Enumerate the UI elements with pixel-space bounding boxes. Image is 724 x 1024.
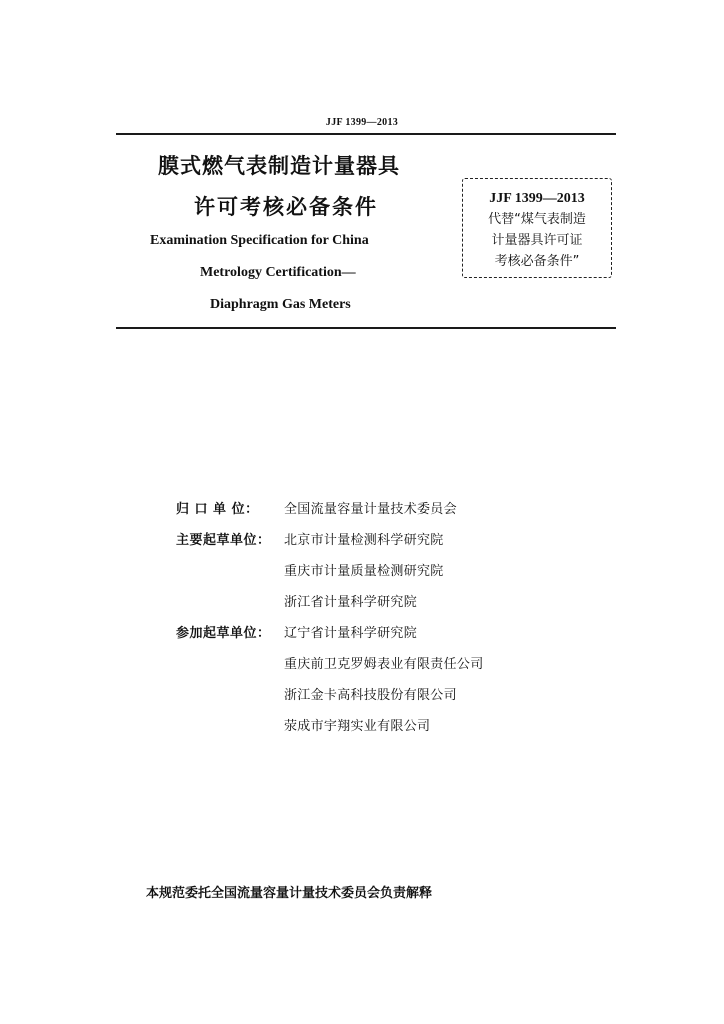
participating-row xyxy=(176,678,484,709)
participating-row xyxy=(176,709,484,740)
title-chinese-line-2: 许可考核必备条件 xyxy=(194,195,378,219)
main-drafting-row xyxy=(176,554,484,585)
main-drafting-unit: 浙江省计量科学研究院 xyxy=(284,595,418,610)
participating-row xyxy=(176,616,484,647)
interpretation-note: 本规范委托全国流量容量计量技术委员会负责解释 xyxy=(146,886,433,901)
participating-label: 参加起草单位： xyxy=(176,626,271,641)
main-drafting-row xyxy=(176,585,484,616)
main-drafting-unit: 北京市计量检测科学研究院 xyxy=(284,533,444,548)
title-chinese-line-1: 膜式燃气表制造计量器具 xyxy=(158,154,400,178)
title-english-line-2: Metrology Certification— xyxy=(200,265,356,280)
participating-unit: 荥成市宇翔实业有限公司 xyxy=(284,719,431,734)
replacement-line-3: 考核必备条件” xyxy=(494,254,580,269)
title-english-line-3: Diaphragm Gas Meters xyxy=(210,297,351,312)
replacement-line-1: 代替“煤气表制造 xyxy=(488,212,586,227)
responsible-unit-value: 全国流量容量计量技术委员会 xyxy=(284,502,457,517)
drafting-units-section xyxy=(176,492,484,740)
participating-unit: 重庆前卫克罗姆表业有限责任公司 xyxy=(284,657,484,672)
participating-unit: 浙江金卡高科技股份有限公司 xyxy=(284,688,457,703)
replacement-code: JJF 1399—2013 xyxy=(489,191,585,206)
participating-unit: 辽宁省计量科学研究院 xyxy=(284,626,418,641)
main-drafting-unit: 重庆市计量质量检测研究院 xyxy=(284,564,444,579)
title-english-line-1: Examination Specification for China xyxy=(150,233,369,248)
main-drafting-label: 主要起草单位： xyxy=(176,533,271,548)
main-drafting-row xyxy=(176,523,484,554)
bottom-rule xyxy=(116,327,616,329)
responsible-unit-row xyxy=(176,492,484,523)
responsible-unit-label: 归 口 单 位： xyxy=(176,502,259,517)
top-rule xyxy=(116,133,616,135)
participating-row xyxy=(176,647,484,678)
document-code-header: JJF 1399—2013 xyxy=(325,117,399,128)
replacement-notice-box xyxy=(462,178,612,278)
replacement-line-2: 计量器具许可证 xyxy=(491,233,583,248)
